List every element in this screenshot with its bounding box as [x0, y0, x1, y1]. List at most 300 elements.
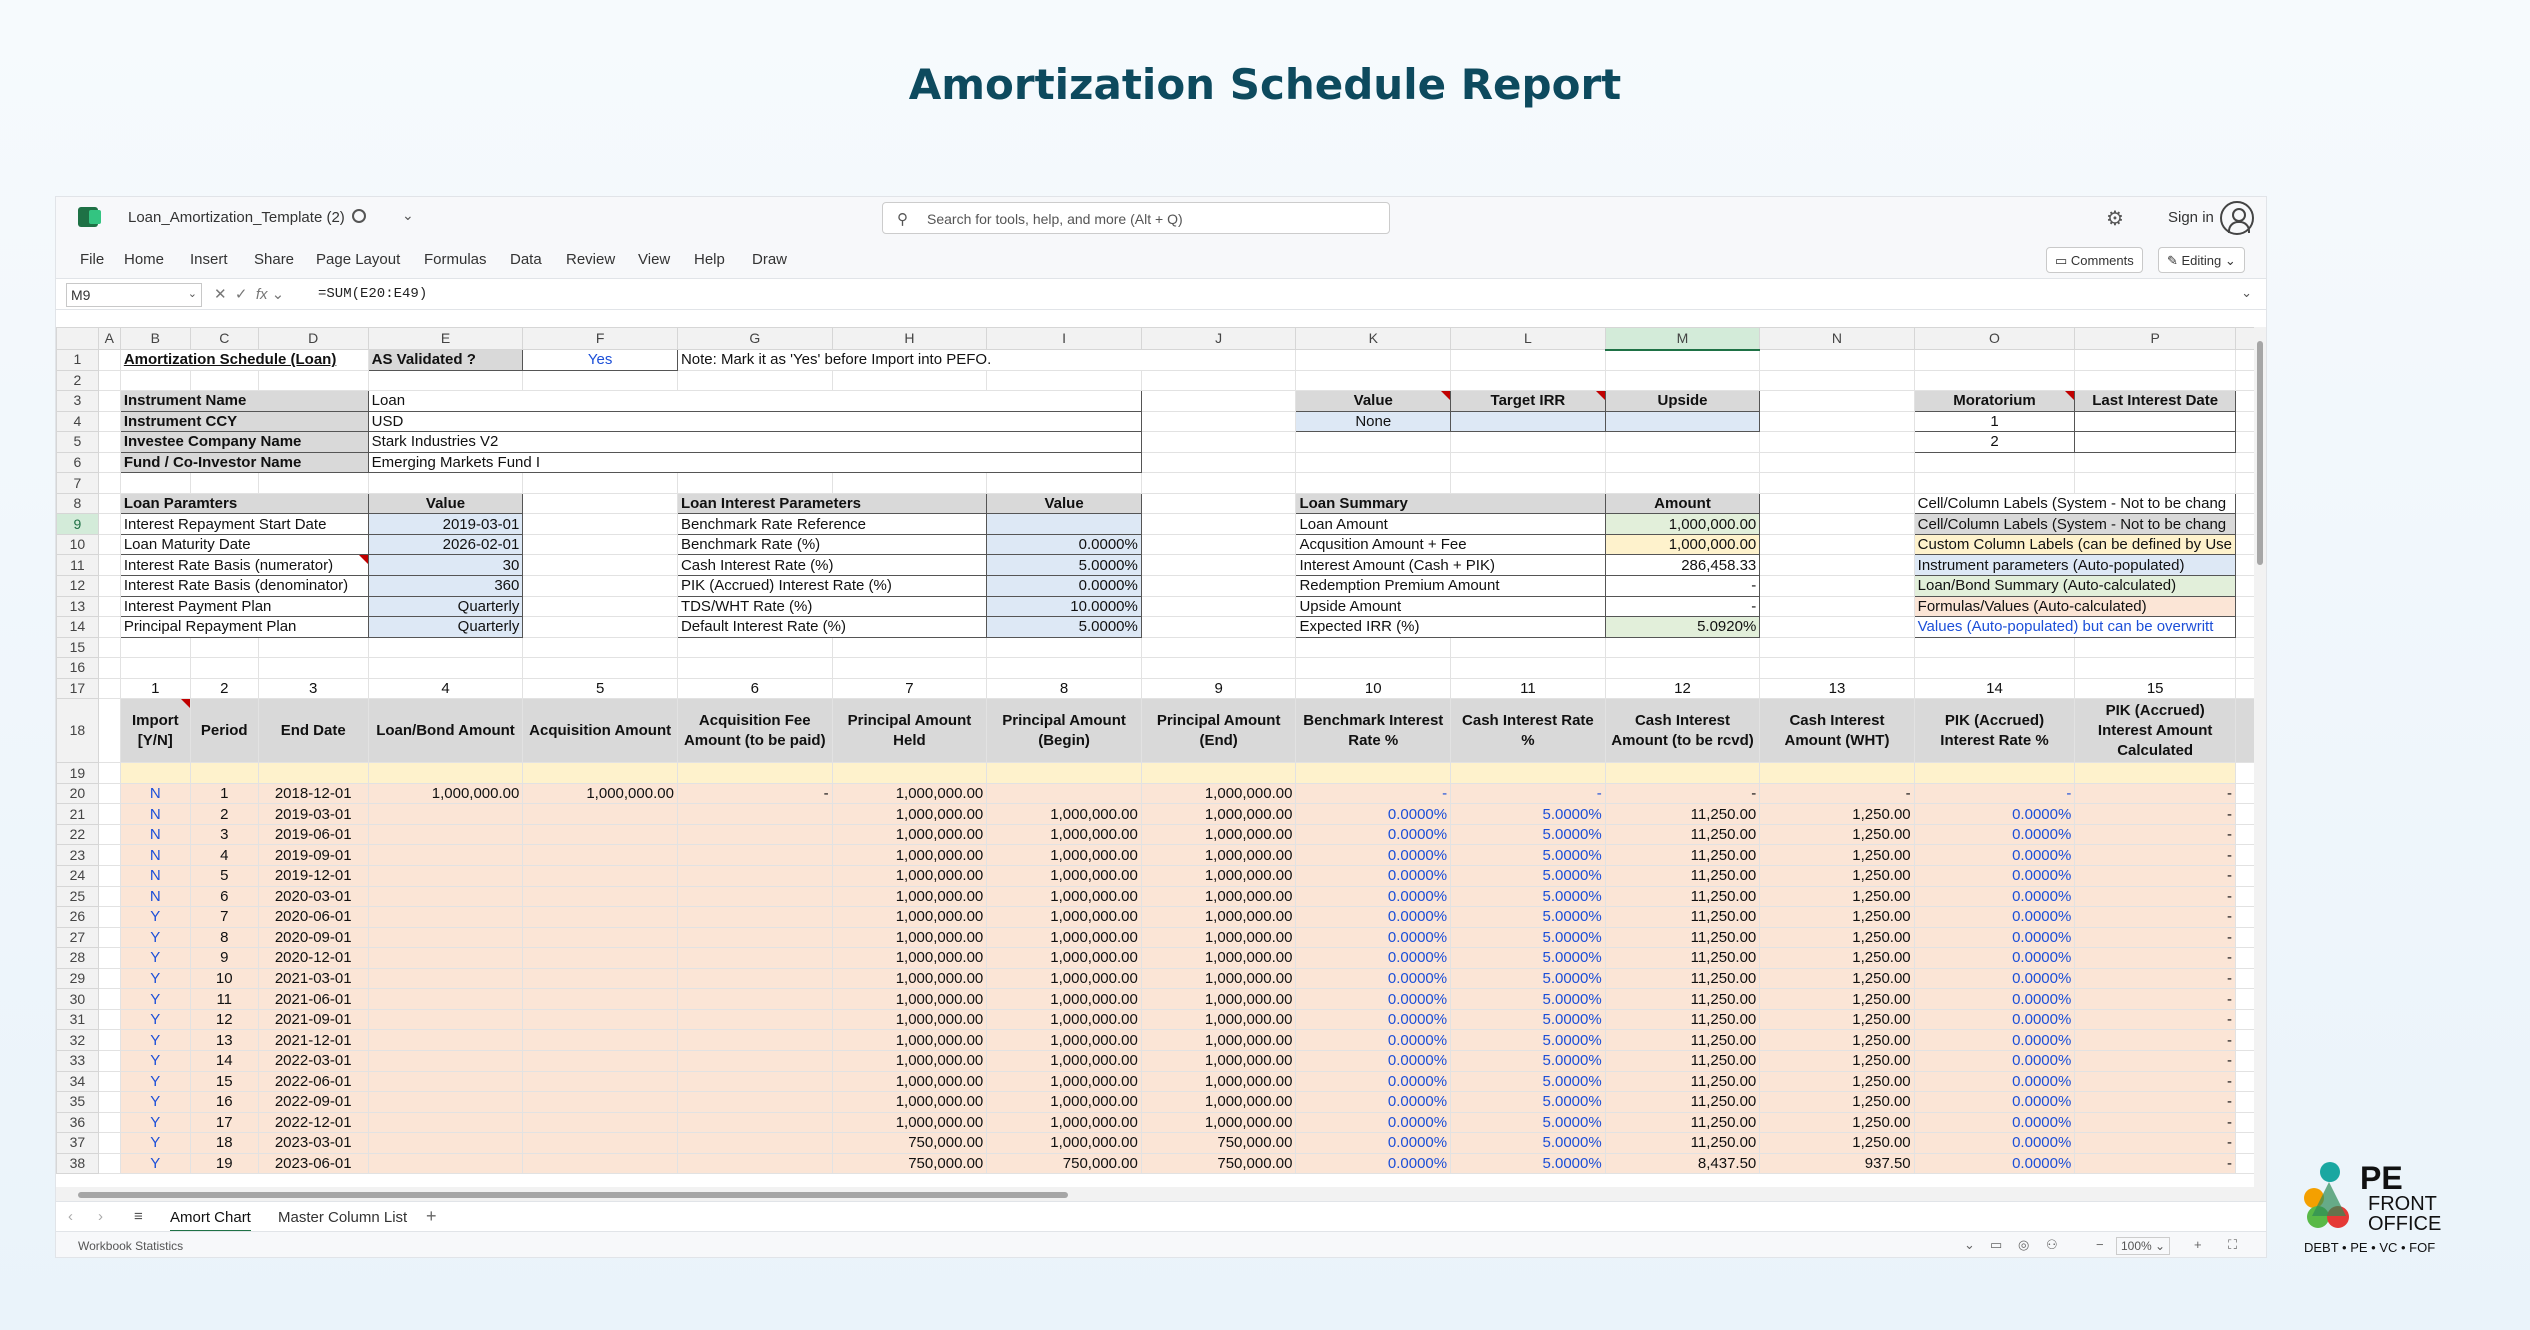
schedule-cell[interactable]: 0.0000% [1296, 927, 1451, 948]
schedule-cell[interactable]: 5.0000% [1451, 1030, 1606, 1051]
cell[interactable] [98, 473, 120, 494]
schedule-cell[interactable]: 1,000,000.00 [832, 1030, 987, 1051]
schedule-row[interactable] [57, 1133, 2256, 1154]
cell[interactable] [1605, 473, 1760, 494]
cell[interactable] [1760, 350, 1914, 371]
cell[interactable] [120, 473, 190, 494]
comments-button[interactable]: ▭ Comments [2046, 247, 2143, 273]
schedule-cell[interactable]: 0.0000% [1296, 1009, 1451, 1030]
menu-share[interactable]: Share [254, 251, 295, 268]
schedule-cell[interactable]: 1,000,000.00 [1141, 1112, 1296, 1133]
schedule-row[interactable] [57, 1112, 2256, 1133]
cell[interactable] [987, 658, 1142, 679]
cell[interactable] [2236, 576, 2256, 597]
schedule-cell[interactable]: 0.0000% [1296, 1133, 1451, 1154]
schedule-cell[interactable]: 2020-03-01 [258, 886, 368, 907]
cell[interactable] [677, 637, 832, 658]
schedule-cell[interactable]: 0.0000% [1296, 866, 1451, 887]
schedule-cell[interactable]: 0.0000% [1296, 804, 1451, 825]
accessibility-icon[interactable]: ⚇ [2046, 1237, 2058, 1252]
cell[interactable] [2236, 1050, 2256, 1071]
schedule-cell[interactable]: 0.0000% [1296, 989, 1451, 1010]
schedule-cell[interactable]: 0.0000% [1914, 824, 2075, 845]
schedule-cell[interactable]: 1,250.00 [1760, 1071, 1914, 1092]
schedule-cell[interactable] [523, 1030, 678, 1051]
cell[interactable] [1141, 617, 1296, 638]
row-header[interactable]: 31 [57, 1009, 99, 1030]
schedule-cell[interactable]: 1,000,000.00 [832, 866, 987, 887]
row-header[interactable]: 9 [57, 514, 99, 535]
schedule-cell[interactable]: 0.0000% [1914, 886, 2075, 907]
schedule-cell[interactable]: 1,250.00 [1760, 804, 1914, 825]
schedule-cell[interactable] [368, 948, 523, 969]
schedule-cell[interactable]: Y [120, 989, 190, 1010]
row-header[interactable]: 4 [57, 411, 99, 432]
row-header[interactable]: 2 [57, 370, 99, 391]
schedule-cell[interactable]: 750,000.00 [832, 1153, 987, 1174]
file-name[interactable]: Loan_Amortization_Template (2) [128, 209, 345, 226]
cell[interactable] [677, 370, 832, 391]
schedule-cell[interactable]: 1,000,000.00 [987, 989, 1142, 1010]
cell[interactable] [1605, 637, 1760, 658]
cell[interactable] [98, 350, 120, 371]
schedule-cell[interactable]: 11,250.00 [1605, 968, 1760, 989]
cell[interactable] [120, 658, 190, 679]
cell[interactable] [98, 824, 120, 845]
cell-g10[interactable]: Benchmark Rate (%) [677, 534, 986, 555]
schedule-cell[interactable]: 1,000,000.00 [832, 804, 987, 825]
column-header[interactable]: N [1760, 328, 1914, 350]
cell[interactable] [98, 391, 120, 412]
column-number[interactable]: 7 [832, 678, 987, 699]
schedule-cell[interactable]: - [2075, 804, 2236, 825]
scroll-thumb[interactable] [2257, 341, 2263, 565]
schedule-cell[interactable] [368, 1009, 523, 1030]
cell-o14[interactable]: Values (Auto-populated) but can be overwritt [1914, 617, 2235, 638]
schedule-cell[interactable] [523, 907, 678, 928]
cell[interactable] [98, 514, 120, 535]
scroll-thumb[interactable] [78, 1192, 1068, 1198]
cell[interactable] [258, 370, 368, 391]
cell[interactable] [2236, 411, 2256, 432]
schedule-cell[interactable]: 1,000,000.00 [832, 927, 987, 948]
menu-help[interactable]: Help [694, 251, 725, 268]
schedule-row[interactable] [57, 886, 2256, 907]
schedule-cell[interactable]: 0.0000% [1914, 845, 2075, 866]
schedule-cell[interactable] [523, 1009, 678, 1030]
schedule-cell[interactable]: 2022-09-01 [258, 1092, 368, 1113]
cell-e12[interactable]: 360 [368, 576, 523, 597]
all-sheets-icon[interactable]: ≡ [134, 1208, 143, 1225]
row-header[interactable]: 25 [57, 886, 99, 907]
cell[interactable] [98, 948, 120, 969]
column-number[interactable]: 15 [2075, 678, 2236, 699]
schedule-cell[interactable] [368, 1092, 523, 1113]
cell[interactable] [2075, 350, 2236, 371]
cell[interactable] [98, 804, 120, 825]
cell[interactable] [98, 783, 120, 804]
schedule-cell[interactable] [677, 1050, 832, 1071]
schedule-cell[interactable]: 5.0000% [1451, 907, 1606, 928]
cell[interactable] [2236, 391, 2256, 412]
spreadsheet-grid[interactable] [56, 327, 2256, 1187]
schedule-cell[interactable] [677, 927, 832, 948]
schedule-cell[interactable]: Y [120, 1009, 190, 1030]
cell[interactable] [98, 1153, 120, 1174]
schedule-cell[interactable]: 1,000,000.00 [1141, 927, 1296, 948]
next-sheet-icon[interactable]: › [98, 1208, 103, 1225]
cell-o13[interactable]: Formulas/Values (Auto-calculated) [1914, 596, 2235, 617]
cell-g1[interactable]: Note: Mark it as 'Yes' before Import into PEFO. [677, 350, 1296, 371]
cell-m13[interactable]: - [1605, 596, 1760, 617]
schedule-cell[interactable]: 0.0000% [1914, 1071, 2075, 1092]
cell[interactable] [368, 473, 523, 494]
schedule-cell[interactable]: 750,000.00 [1141, 1133, 1296, 1154]
schedule-cell[interactable]: 5.0000% [1451, 824, 1606, 845]
schedule-cell[interactable]: 1,000,000.00 [987, 907, 1142, 928]
vertical-scrollbar[interactable] [2254, 327, 2266, 1187]
schedule-cell[interactable]: 0.0000% [1296, 1030, 1451, 1051]
cell[interactable] [2236, 432, 2256, 453]
schedule-cell[interactable] [523, 1092, 678, 1113]
tab-master-column-list[interactable]: Master Column List [278, 1209, 408, 1226]
cell[interactable] [2236, 473, 2256, 494]
schedule-cell[interactable]: - [1914, 783, 2075, 804]
menu-review[interactable]: Review [566, 251, 616, 268]
column-header[interactable]: M [1605, 328, 1760, 350]
schedule-cell[interactable]: 2021-09-01 [258, 1009, 368, 1030]
schedule-cell[interactable]: 0.0000% [1914, 866, 2075, 887]
schedule-cell[interactable]: 2021-03-01 [258, 968, 368, 989]
cell[interactable] [98, 699, 120, 763]
schedule-column-header[interactable]: End Date [258, 699, 368, 763]
schedule-cell[interactable]: 1,250.00 [1760, 907, 1914, 928]
cell[interactable] [98, 411, 120, 432]
schedule-cell[interactable]: 13 [190, 1030, 258, 1051]
cell[interactable] [1760, 391, 1914, 412]
schedule-cell[interactable]: 2021-12-01 [258, 1030, 368, 1051]
schedule-cell[interactable]: 1,000,000.00 [1141, 804, 1296, 825]
schedule-cell[interactable]: 0.0000% [1296, 1071, 1451, 1092]
schedule-cell[interactable] [368, 886, 523, 907]
column-header[interactable]: G [677, 328, 832, 350]
cell[interactable] [1760, 514, 1914, 535]
cell[interactable] [2075, 370, 2236, 391]
row-header[interactable]: 21 [57, 804, 99, 825]
cell[interactable] [1605, 350, 1760, 371]
cell-l3[interactable]: Target IRR [1451, 391, 1606, 412]
schedule-cell[interactable] [523, 804, 678, 825]
cell-k3[interactable]: Value [1296, 391, 1451, 412]
row-header[interactable]: 28 [57, 948, 99, 969]
schedule-cell[interactable] [677, 886, 832, 907]
cell-b1[interactable]: Amortization Schedule (Loan) [120, 350, 368, 371]
cell[interactable] [2236, 886, 2256, 907]
schedule-cell[interactable]: 2019-09-01 [258, 845, 368, 866]
schedule-cell[interactable]: - [1451, 783, 1606, 804]
schedule-row[interactable] [57, 989, 2256, 1010]
column-header[interactable]: J [1141, 328, 1296, 350]
schedule-cell[interactable]: 5.0000% [1451, 927, 1606, 948]
cell[interactable] [1914, 637, 2075, 658]
cell[interactable] [1296, 637, 1451, 658]
schedule-cell[interactable]: - [2075, 1050, 2236, 1071]
cell[interactable] [190, 763, 258, 784]
schedule-cell[interactable]: 1,000,000.00 [832, 886, 987, 907]
cell-i11[interactable]: 5.0000% [987, 555, 1142, 576]
column-number[interactable]: 13 [1760, 678, 1914, 699]
schedule-cell[interactable]: 750,000.00 [987, 1153, 1142, 1174]
schedule-cell[interactable]: 0.0000% [1914, 1092, 2075, 1113]
schedule-cell[interactable]: 1,000,000.00 [1141, 886, 1296, 907]
cell[interactable] [98, 617, 120, 638]
schedule-cell[interactable] [368, 804, 523, 825]
schedule-cell[interactable]: Y [120, 1050, 190, 1071]
cell-e13[interactable]: Quarterly [368, 596, 523, 617]
schedule-cell[interactable]: 0.0000% [1914, 1112, 2075, 1133]
schedule-cell[interactable]: 9 [190, 948, 258, 969]
avatar-icon[interactable] [2220, 201, 2254, 235]
sheet-table[interactable] [56, 327, 2256, 1174]
schedule-cell[interactable]: 1,250.00 [1760, 989, 1914, 1010]
schedule-cell[interactable]: 11,250.00 [1605, 1092, 1760, 1113]
column-number[interactable]: 14 [1914, 678, 2075, 699]
schedule-cell[interactable]: 16 [190, 1092, 258, 1113]
cell-i13[interactable]: 10.0000% [987, 596, 1142, 617]
schedule-cell[interactable] [523, 1071, 678, 1092]
schedule-cell[interactable]: 1,000,000.00 [832, 907, 987, 928]
schedule-cell[interactable]: 1,000,000.00 [832, 968, 987, 989]
schedule-cell[interactable]: 14 [190, 1050, 258, 1071]
schedule-cell[interactable]: 1,000,000.00 [987, 824, 1142, 845]
cell[interactable] [832, 637, 987, 658]
cell[interactable] [1296, 350, 1451, 371]
cell[interactable] [1760, 763, 1914, 784]
cell[interactable] [523, 534, 678, 555]
cell[interactable] [677, 763, 832, 784]
schedule-cell[interactable] [677, 1071, 832, 1092]
cell[interactable] [523, 514, 678, 535]
schedule-cell[interactable]: 11,250.00 [1605, 989, 1760, 1010]
cell[interactable] [1296, 473, 1451, 494]
cell[interactable] [98, 1050, 120, 1071]
schedule-column-header[interactable]: Loan/Bond Amount [368, 699, 523, 763]
schedule-cell[interactable]: - [2075, 948, 2236, 969]
cell[interactable] [2236, 783, 2256, 804]
cell[interactable] [98, 555, 120, 576]
schedule-cell[interactable]: 1,000,000.00 [1141, 1009, 1296, 1030]
schedule-cell[interactable]: 1,000,000.00 [832, 1009, 987, 1030]
cell-o4[interactable]: 1 [1914, 411, 2075, 432]
menu-file[interactable]: File [80, 251, 105, 268]
row-header[interactable]: 16 [57, 658, 99, 679]
cell[interactable] [1605, 658, 1760, 679]
row-header[interactable]: 30 [57, 989, 99, 1010]
cell[interactable] [98, 637, 120, 658]
schedule-cell[interactable]: 0.0000% [1296, 1153, 1451, 1174]
schedule-cell[interactable]: N [120, 886, 190, 907]
cell[interactable] [258, 763, 368, 784]
schedule-cell[interactable]: 2023-03-01 [258, 1133, 368, 1154]
gear-icon[interactable]: ⚙ [2106, 208, 2124, 230]
schedule-row[interactable] [57, 824, 2256, 845]
schedule-cell[interactable]: 2020-12-01 [258, 948, 368, 969]
formula-input[interactable]: =SUM(E20:E49) [318, 286, 428, 302]
schedule-column-header[interactable]: PIK (Accrued) Interest Amount Calculated [2075, 699, 2236, 763]
column-number[interactable]: 10 [1296, 678, 1451, 699]
cell[interactable] [2236, 534, 2256, 555]
row-header[interactable]: 15 [57, 637, 99, 658]
schedule-row[interactable] [57, 845, 2256, 866]
cell[interactable] [98, 452, 120, 473]
cell[interactable] [1760, 473, 1914, 494]
row-header[interactable]: 37 [57, 1133, 99, 1154]
cell[interactable] [1760, 637, 1914, 658]
cell[interactable] [1914, 350, 2075, 371]
schedule-cell[interactable]: 0.0000% [1296, 968, 1451, 989]
schedule-cell[interactable]: 0.0000% [1296, 824, 1451, 845]
schedule-cell[interactable] [677, 1092, 832, 1113]
cell[interactable] [2236, 1153, 2256, 1174]
row-header[interactable]: 1 [57, 350, 99, 371]
schedule-cell[interactable]: 0.0000% [1296, 948, 1451, 969]
column-header[interactable]: P [2075, 328, 2236, 350]
schedule-cell[interactable]: Y [120, 968, 190, 989]
cell[interactable] [523, 493, 678, 514]
cell[interactable] [523, 555, 678, 576]
schedule-cell[interactable] [677, 1112, 832, 1133]
cell[interactable] [1760, 596, 1914, 617]
schedule-cell[interactable]: 11,250.00 [1605, 866, 1760, 887]
schedule-cell[interactable] [677, 948, 832, 969]
schedule-cell[interactable]: 1,000,000.00 [987, 1030, 1142, 1051]
schedule-cell[interactable]: 1,000,000.00 [832, 989, 987, 1010]
schedule-cell[interactable] [368, 845, 523, 866]
cell[interactable] [1760, 658, 1914, 679]
cell-b11[interactable]: Interest Rate Basis (numerator) [120, 555, 368, 576]
search-input[interactable] [882, 202, 1390, 234]
cell[interactable] [98, 432, 120, 453]
schedule-cell[interactable] [368, 1153, 523, 1174]
cell[interactable] [190, 637, 258, 658]
schedule-cell[interactable]: 1,250.00 [1760, 968, 1914, 989]
cell-b5[interactable]: Investee Company Name [120, 432, 368, 453]
schedule-cell[interactable] [368, 927, 523, 948]
schedule-cell[interactable]: 1,250.00 [1760, 927, 1914, 948]
cell-m4[interactable] [1605, 411, 1760, 432]
cell[interactable] [1296, 432, 1451, 453]
schedule-cell[interactable]: 6 [190, 886, 258, 907]
column-number[interactable]: 12 [1605, 678, 1760, 699]
cell[interactable] [98, 866, 120, 887]
schedule-column-header[interactable]: Benchmark Interest Rate % [1296, 699, 1451, 763]
schedule-row[interactable] [57, 783, 2256, 804]
schedule-cell[interactable]: 11,250.00 [1605, 824, 1760, 845]
zoom-out-icon[interactable]: − [2096, 1237, 2104, 1252]
column-header[interactable]: F [523, 328, 678, 350]
schedule-cell[interactable]: 1,000,000.00 [1141, 845, 1296, 866]
chevron-down-icon[interactable]: ⌄ [1964, 1237, 1975, 1252]
cell-b4[interactable]: Instrument CCY [120, 411, 368, 432]
schedule-cell[interactable] [523, 927, 678, 948]
cell-e10[interactable]: 2026-02-01 [368, 534, 523, 555]
cell-k9[interactable]: Loan Amount [1296, 514, 1605, 535]
schedule-cell[interactable]: 10 [190, 968, 258, 989]
schedule-cell[interactable]: 1,000,000.00 [832, 845, 987, 866]
cell-b14[interactable]: Principal Repayment Plan [120, 617, 368, 638]
schedule-cell[interactable]: 2018-12-01 [258, 783, 368, 804]
schedule-cell[interactable]: 1,250.00 [1760, 866, 1914, 887]
cell[interactable] [2236, 658, 2256, 679]
cell-m11[interactable]: 286,458.33 [1605, 555, 1760, 576]
menu-home[interactable]: Home [124, 251, 165, 268]
schedule-cell[interactable]: 2020-06-01 [258, 907, 368, 928]
row-header[interactable]: 18 [57, 699, 99, 763]
schedule-cell[interactable]: N [120, 783, 190, 804]
schedule-cell[interactable]: 1,000,000.00 [987, 968, 1142, 989]
row-header[interactable]: 8 [57, 493, 99, 514]
cell[interactable] [1760, 432, 1914, 453]
cell[interactable] [1451, 452, 1606, 473]
schedule-cell[interactable] [677, 824, 832, 845]
zoom-level[interactable]: 100% ⌄ [2116, 1237, 2170, 1255]
schedule-cell[interactable]: Y [120, 1071, 190, 1092]
cell[interactable] [190, 473, 258, 494]
chevron-down-icon[interactable]: ⌄ [402, 207, 414, 223]
cell[interactable] [1141, 411, 1296, 432]
schedule-cell[interactable]: 5.0000% [1451, 968, 1606, 989]
schedule-cell[interactable]: - [2075, 886, 2236, 907]
cell-o10[interactable]: Custom Column Labels (can be defined by Use [1914, 534, 2235, 555]
cell[interactable] [190, 370, 258, 391]
cell[interactable] [98, 596, 120, 617]
schedule-column-header[interactable]: Acquisition Fee Amount (to be paid) [677, 699, 832, 763]
cell-b13[interactable]: Interest Payment Plan [120, 596, 368, 617]
cell-b6[interactable]: Fund / Co-Investor Name [120, 452, 368, 473]
cell-b3[interactable]: Instrument Name [120, 391, 368, 412]
cell[interactable] [2236, 1009, 2256, 1030]
schedule-cell[interactable]: 1,000,000.00 [832, 948, 987, 969]
cell[interactable] [523, 658, 678, 679]
cell[interactable] [1605, 763, 1760, 784]
cell[interactable] [2075, 637, 2236, 658]
cell[interactable] [190, 658, 258, 679]
cell[interactable] [1451, 637, 1606, 658]
schedule-cell[interactable]: 5.0000% [1451, 1133, 1606, 1154]
cell-m10[interactable]: 1,000,000.00 [1605, 534, 1760, 555]
schedule-cell[interactable]: 15 [190, 1071, 258, 1092]
cell[interactable] [1141, 658, 1296, 679]
schedule-row[interactable] [57, 907, 2256, 928]
cell[interactable] [2236, 1133, 2256, 1154]
editing-button[interactable]: ✎ Editing ⌄ [2158, 247, 2245, 273]
row-header[interactable]: 11 [57, 555, 99, 576]
cell[interactable] [1296, 763, 1451, 784]
cell[interactable] [98, 658, 120, 679]
schedule-cell[interactable]: 1 [190, 783, 258, 804]
row-header[interactable]: 29 [57, 968, 99, 989]
schedule-cell[interactable]: - [2075, 1112, 2236, 1133]
schedule-cell[interactable]: 2 [190, 804, 258, 825]
cell-i8[interactable]: Value [987, 493, 1142, 514]
cell[interactable] [1914, 763, 2075, 784]
menu-data[interactable]: Data [510, 251, 542, 268]
cell[interactable] [98, 927, 120, 948]
cell[interactable] [1760, 534, 1914, 555]
schedule-cell[interactable]: 1,250.00 [1760, 1050, 1914, 1071]
schedule-cell[interactable]: 1,000,000.00 [832, 783, 987, 804]
column-number[interactable]: 5 [523, 678, 678, 699]
